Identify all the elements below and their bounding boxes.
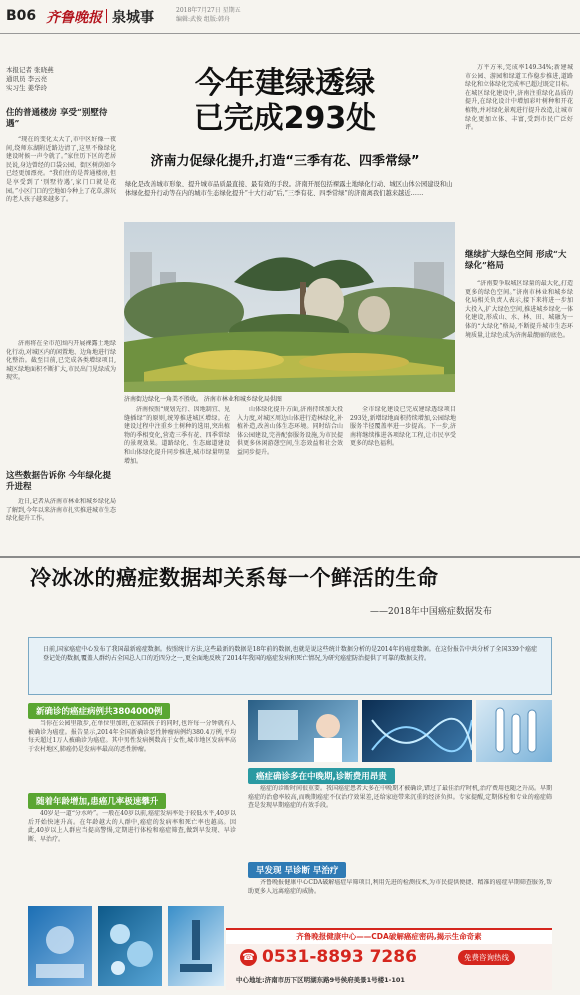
cancer-body-4 [248,879,552,924]
middle-column-2 [237,406,343,526]
cancer-section-title: 冷冰冰的癌症数据却关系每一个鲜活的生命 [30,566,439,590]
garden-illustration [124,222,455,392]
cell-photo-graphic [98,906,162,986]
test-tube-photo [476,700,552,762]
microscope-photo-graphic [168,906,224,986]
paragraph: 万平方米,完成率149.34%;新建城市公园、游园和绿道工作稳步推进,道路绿化和立体绿化完成率已超过既定目标。在城区绿化建设中,济南注重绿化品质的提升,在绿化设计中增加彩叶树种和开花植物,并对绿化景观进行提升改造,让城市绿化更加立体、丰富,受到市民广泛好评。 [465,64,573,132]
cancer-intro-box: 日前,国家癌症中心发布了我国最新癌症数据。按照统计方法,这些最新的数据是18年前的数据,也就是说这些统计数据分析的是2014年的癌症数据。在这份报告中共分析了全国339个癌症登记处的数据,覆盖人群约占全国总人口的近四分之一,更全面地反映了2014年我国的癌症发病和死亡情况,为研究癌症防治提供了可靠的数据支持。 [28,637,552,695]
page-number: B06 [6,8,37,24]
microscope-photo [168,906,224,986]
paragraph: 近日,记者从济南市林业和城乡绿化局了解到,今年以来济南市扎实推进城市生态绿化提升工作。 [6,498,116,523]
paragraph: 癌症的诊断时间很重要。我国癌症患者大多在中晚期才被确诊,错过了最佳治疗时机,治疗费用也随之升高。早期癌症的治愈率较高,而晚期癌症不仅治疗效果差,还给家庭带来沉重的经济负担。专家提醒,定期体检和专业的癌症筛查是发现早期癌症的有效手段。 [248,785,552,810]
ad-banner: 齐鲁晚报健康中心——CDA破解癌症密码,揭示生命奇素 [226,930,552,944]
paragraph: “济南要争取城区绿量的最大化,打造更多的绿色空间。”济南市林业和城乡绿化局相关负责人表示,接下来将进一步加大投入,扩大绿色空间,推进城乡绿化一体化建设,形成山、水、林、田、城融为一体的“大绿化”格局,不断提升城市生态环境质量,让绿色成为济南最靓丽的底色。 [465,280,573,339]
newspaper-brand: 齐鲁晚报 [46,10,102,26]
headline-line: 已完成293处 [193,101,377,136]
cancer-heading-4: 早发现 早诊断 早治疗 [248,862,346,878]
cancer-heading-3: 癌症确诊多在中晚期,诊断费用昂贵 [248,768,395,784]
masthead [0,0,580,34]
left-heading-2: 这些数据告诉你 今年绿化提升进程 [6,471,111,492]
section-name: 泉城事 [112,7,154,27]
middle-column-1 [124,406,230,526]
doctor-photo-graphic [248,700,358,762]
dna-photo [362,700,472,762]
right-body-top [465,64,573,236]
right-body-bottom [465,280,573,525]
left-heading-1: 住的普通楼房 享受“别墅待遇” [6,108,108,129]
phone-icon: ☎ [240,949,257,966]
garden-photo [124,222,455,392]
cancer-body-2 [28,810,236,905]
main-headline [125,66,445,136]
paragraph: “现在的变化太大了,市中区好像一夜间,绕师东湖附近路边清了,这里不像绿化建设时候一声令就了。”家住历下区的老居民说,身边曾经的口袋公园、街区树荫如今已经更加漂亮。“我们住的是普通楼房,但是享受到了‘别墅待遇’,家门口就是花园。”小区门口的空地如今种上了花草,游玩的老人孩子越来越多了。 [6,136,116,204]
cda-advertisement[interactable] [226,928,552,990]
cancer-heading-2: 随着年龄增加,患癌几率极速攀升 [28,793,166,809]
subheadline: 济南力促绿化提升,打造“三季有花、四季常绿” [150,154,420,169]
reporter-line: 本报记者 张晓燕 [6,66,54,74]
paragraph: 济南按照“规划先行、因地制宜、见缝插绿”的原则,统筹推进城区增绿。在建设过程中注重乡土树种的选用,突出植物的季相变化,营造三季有花、四季常绿的景观效果。道路绿化、生态廊道建设和山体绿化提升同步推进,城市绿量明显增加。 [124,406,230,465]
section-divider [0,556,580,558]
photo-caption: 济南街边绿化一角美不胜收。 济南市林业和城乡绿化局供图 [124,396,282,403]
editors: 编辑:武俊 组版:韩舟 [176,16,230,23]
cancer-body-1 [28,720,236,790]
dna-photo-graphic [362,700,472,762]
dateline [176,6,241,24]
reporter-line: 通讯员 李云亮 [6,75,48,83]
cancer-heading-1: 新确诊的癌症病例共3804000例 [28,703,170,719]
cell-photo [98,906,162,986]
paragraph: 济南将在全市范围内开展裸露土地绿化行动,对城区内的闲置地、边角地进行绿化整治。截至目前,已完成各类增绿项目,城区绿地面积不断扩大,市民出门见绿成为现实。 [6,340,116,382]
left-body-2 [6,498,116,550]
free-consult-badge: 免费咨询热线 [458,950,515,965]
reporter-line: 实习生 姜华玲 [6,84,48,92]
paragraph: 当你在公园里散步,在单位里加班,在家陪孩子的同时,也许每一分钟就有人被确诊为癌症。报告显示,2014年全国新确诊恶性肿瘤病例约380.4万例,平均每天超过1万人被确诊为癌症。其中男性发病例数高于女性,城市地区发病率高于农村地区,肺癌仍是发病率最高的恶性肿瘤。 [28,720,236,753]
reporter-credits [6,66,54,93]
lab-photo [28,906,92,986]
middle-column-3 [350,406,456,526]
paragraph: 齐鲁晚报健康中心CDA破解癌症早筛项目,利用先进的检测技术,为市民提供便捷、精准的癌症早期筛查服务,帮助更多人远离癌症的威胁。 [248,879,552,895]
lab-photo-graphic [28,906,92,986]
left-body-1b [6,340,116,465]
paragraph: 40岁是一道“分水岭”。一般在40岁以前,癌症发病率处于较低水平,40岁以后开始快速升高。在年龄越大的人群中,癌症的发病率和死亡率也越高。因此,40岁以上人群应当提高警惕,定期进行体检和癌症筛查,做到早发现、早诊断、早治疗。 [28,810,236,843]
paragraph: 山体绿化提升方面,济南持续加大投入力度,对城区周边山体进行造林绿化,补植补造,改善山体生态环境。同时结合山体公园建设,完善配套服务设施,为市民提供更多休闲游憩空间,生态效益和社会效益同步提升。 [237,406,343,456]
lead-paragraph: 绿化是改善城市形象、提升城市品质最直接、最有效的手段。济南开展包括裸露土地绿化行动、城区山体公园建设和山体绿化提升行动等在内的城市生态绿化提升“十大行动”后,“三季有花、四季常绿”的济南离我们越来越近…… [125,181,453,197]
cancer-section-subtitle: ——2018年中国癌症数据发布 [370,607,492,617]
cancer-body-3 [248,785,552,857]
ad-address: 中心地址:济南市历下区明湖东路9号侯府美景1号楼1-101 [236,976,405,984]
right-heading: 继续扩大绿色空间 形成“大绿化”格局 [465,250,567,271]
doctor-photo [248,700,358,762]
paragraph: 全市绿化建设已完成建绿透绿项目293处,新增绿地面积持续增加,公园绿地服务半径覆盖率进一步提高。下一步,济南将继续推进各项绿化工程,让市民享受更多的绿色福利。 [350,406,456,448]
left-body-1 [6,136,116,336]
headline-line: 今年建绿透绿 [195,66,375,101]
issue-date: 2018年7月27日 星期五 [176,7,241,14]
ad-phone-number[interactable]: 0531-8893 7286 [262,947,417,967]
test-tube-photo-graphic [476,700,552,762]
